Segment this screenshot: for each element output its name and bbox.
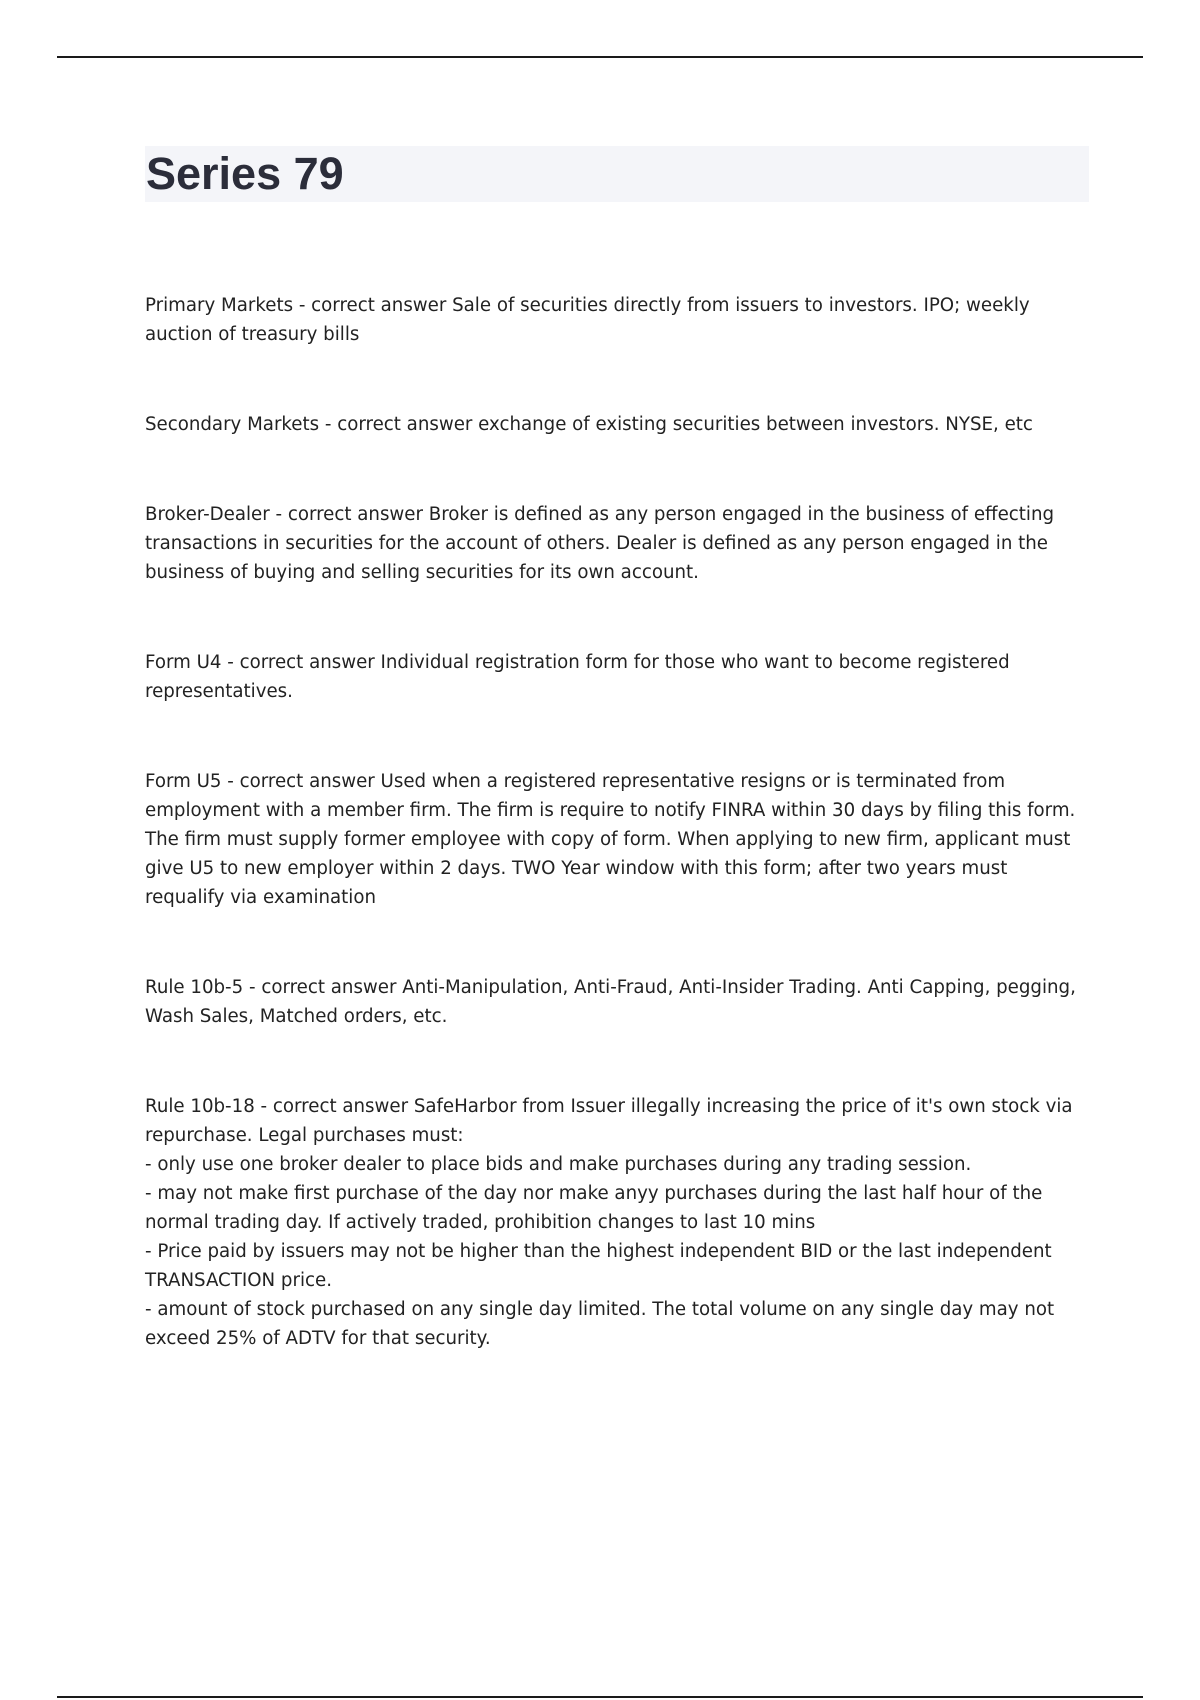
flashcard-list	[145, 291, 1091, 1414]
entry-text: Broker-Dealer - correct answer Broker is defined as any person engaged in the business of effecting transactions in securities for the account of others. Dealer is defined as any person engaged in the business of buying and selling securities for its own account.	[145, 504, 1055, 583]
entry-text: Rule 10b-18 - correct answer SafeHarbor from Issuer illegally increasing the price of it's own stock via repurchase. Legal purchases must:	[145, 1096, 1073, 1146]
entry-form-u4	[145, 648, 1091, 706]
page-title: Series 79	[146, 148, 344, 199]
entry-text: Primary Markets - correct answer Sale of securities directly from issuers to investors. IPO; weekly auction of treasury bills	[145, 295, 1030, 345]
entry-bullet: - Price paid by issuers may not be higher than the highest independent BID or the last independent TRANSACTION price.	[145, 1241, 1052, 1291]
entry-bullet: - amount of stock purchased on any single day limited. The total volume on any single day may not exceed 25% of ADTV for that security.	[145, 1299, 1055, 1349]
entry-text: Secondary Markets - correct answer exchange of existing securities between investors. NYSE, etc	[145, 414, 1033, 435]
entry-text: Rule 10b-5 - correct answer Anti-Manipulation, Anti-Fraud, Anti-Insider Trading. Anti Capping, pegging, Wash Sales, Matched orders, etc.	[145, 977, 1076, 1027]
top-divider	[57, 56, 1143, 58]
entry-primary-markets	[145, 291, 1091, 349]
bottom-divider	[57, 1696, 1143, 1698]
entry-form-u5	[145, 767, 1091, 912]
entry-text: Form U4 - correct answer Individual registration form for those who want to become registered representatives.	[145, 652, 1010, 702]
entry-secondary-markets	[145, 410, 1091, 439]
entry-rule-10b-18	[145, 1092, 1091, 1353]
entry-rule-10b-5	[145, 973, 1091, 1031]
entry-bullet: - only use one broker dealer to place bids and make purchases during any trading session.	[145, 1154, 972, 1175]
entry-broker-dealer	[145, 500, 1091, 587]
entry-bullet: - may not make first purchase of the day nor make anyy purchases during the last half hour of the normal trading day. If actively traded, prohibition changes to last 10 mins	[145, 1183, 1043, 1233]
entry-text: Form U5 - correct answer Used when a registered representative resigns or is terminated from employment with a member firm. The firm is require to notify FINRA within 30 days by filing this form. The firm must supply former employee with copy of form. When applying to new firm, applicant must give U5 to new employer within 2 days. TWO Year window with this form; after two years must requalify via examination	[145, 771, 1076, 908]
